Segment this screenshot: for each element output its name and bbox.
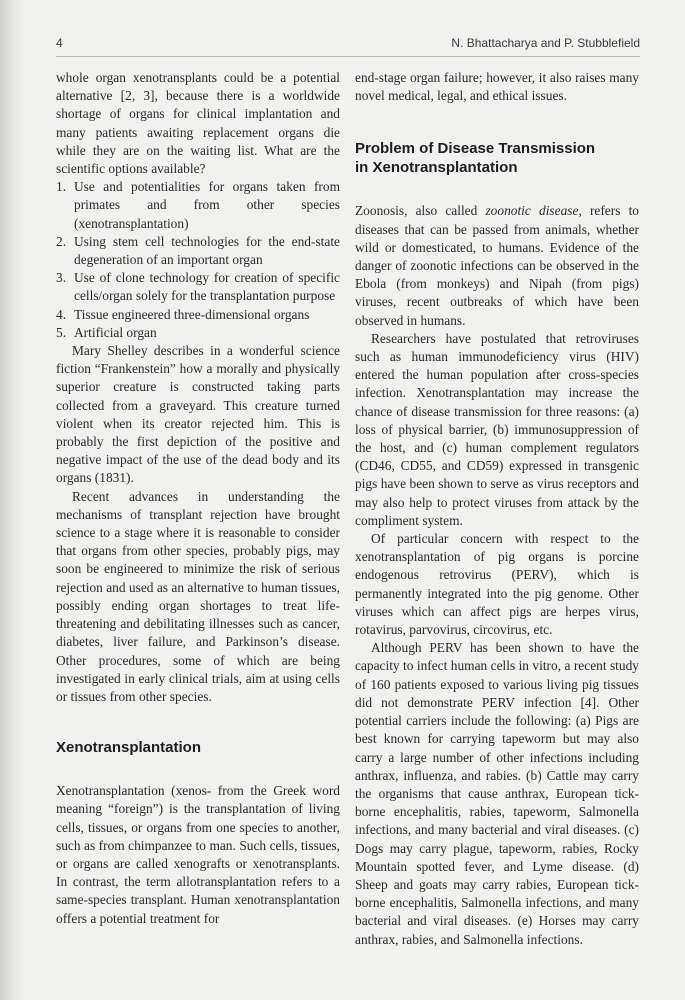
heading-line-2: in Xenotransplantation	[355, 159, 518, 177]
shelley-paragraph: Mary Shelley describes in a wonderful science fiction “Frankenstein” how a morally and physically superior creature is constructed taking parts collected from a graveyard. This creature turned violent when its creator rejected him. This is probably the first depiction of the positive and negative impact of the use of the dead body and its organs (1831).	[56, 343, 340, 486]
list-number: 1.	[56, 179, 67, 195]
advances-paragraph: Recent advances in understanding the mechanisms of transplant rejection have brought science to a stage where it is reasonable to consider that organs from other species, probably pigs, may soon be engineered to minimize the risk of serious rejection and used as an alternative to human tissues, possibly ending organ shortages to treat life-threatening and debilitating illnesses such as cancer, diabetes, liver failure, and Parkinson’s disease. Other procedures, some of which are being investigated in early clinical trials, aim at using cells or tissues from other species.	[56, 488, 340, 704]
intro-paragraph: whole organ xenotransplants could be a potential alternative [2, 3], because there is a worldwide shortage of organs for clinical implantation and many patients awaiting replacement organs die while they are on the waiting list. What are the scientific options available?	[56, 70, 340, 177]
list-number: 2.	[56, 233, 67, 249]
list-item	[56, 306, 340, 324]
options-list	[56, 178, 340, 342]
list-number: 3.	[56, 270, 67, 286]
continued-paragraph: end-stage organ failure; however, it also raises many novel medical, legal, and ethical issues.	[355, 70, 639, 104]
running-header	[56, 36, 640, 56]
section-heading-disease-transmission	[355, 139, 639, 177]
list-text: Use of clone technology for creation of specific cells/organ solely for the transplantation purpose	[74, 270, 340, 304]
list-text: Using stem cell technologies for the end-state degeneration of an important organ	[74, 233, 340, 268]
list-item	[56, 178, 340, 233]
list-item	[56, 324, 340, 342]
list-item	[56, 269, 340, 305]
spacer	[355, 177, 639, 202]
page-number: 4	[56, 36, 63, 50]
left-column	[56, 69, 340, 928]
section-heading-xenotransplantation: Xenotransplantation	[56, 739, 202, 757]
list-text: Use and potentialities for organs taken from primates and from other species (xenotransplantation)	[74, 179, 340, 231]
spacer	[56, 757, 340, 782]
list-number: 4.	[56, 306, 67, 322]
binding-shadow	[0, 0, 26, 1000]
zoonosis-term: zoonotic disease	[485, 203, 579, 219]
list-item	[56, 233, 340, 269]
list-number: 5.	[56, 324, 67, 340]
header-rule	[56, 56, 640, 57]
perv-paragraph: Of particular concern with respect to the xenotransplantation of pig organs is porcine endogenous retrovirus (PERV), which is permanently integrated into the pig genome. Other viruses which can affect pigs are herpes virus, rotavirus, parvovirus, circovirus, etc.	[355, 531, 639, 638]
spacer	[355, 105, 639, 139]
zoonosis-rest: , refers to diseases that can be passed from animals, whether wild or domesticated, to humans. Evidence of the danger of zoonotic infections can be observed in the Ebola (from monkeys) and Nipah (from pigs) viruses, recent outbreaks of which have been observed in humans.	[355, 203, 639, 328]
retrovirus-paragraph: Researchers have postulated that retroviruses such as human immunodeficiency virus (HIV) entered the human population after cross-species infection. Xenotransplantation may increase the chance of disease transmission for three reasons: (a) loss of physical barrier, (b) immunosuppression of the host, and (c) human complement regulators (CD46, CD55, and CD59) expressed in transgenic pigs have been shown to serve as virus receptors and may also help to protect viruses from attack by the compliment system.	[355, 330, 639, 528]
spacer	[56, 706, 340, 738]
running-head-authors: N. Bhattacharya and P. Stubblefield	[451, 36, 640, 50]
heading-line-1: Problem of Disease Transmission	[355, 140, 596, 158]
xeno-definition-paragraph: Xenotransplantation (xenos- from the Greek word meaning “foreign”) is the transplantation of living cells, tissues, or organs from one species to another, such as from chimpanzee to man. Such cells, tissues, or organs are called xenografts or xenotransplants. In contrast, the term allotransplantation refers to a same-species transplant. Human xenotransplantation offers a potential treatment for	[56, 783, 340, 926]
zoonosis-lead: Zoonosis, also called	[355, 203, 486, 219]
list-text: Tissue engineered three-dimensional organs	[74, 306, 310, 322]
right-column	[355, 69, 639, 949]
list-text: Artificial organ	[74, 324, 157, 340]
carriers-paragraph: Although PERV has been shown to have the capacity to infect human cells in vitro, a recent study of 160 patients exposed to various living pig tissues did not demonstrate PERV infection [4]. Other potential carriers include the following: (a) Pigs are best known for carrying tapeworm but may also carry a large number of other infections including anthrax, influenza, and rabies. (b) Cattle may carry the organisms that cause anthrax, European tick-borne encephalitis, rabies, tapeworm, Salmonella infections, and many bacterial and viral diseases. (c) Dogs may carry plague, tapeworm, rabies, Rocky Mountain spotted fever, and Lyme disease. (d) Sheep and goats may carry rabies, European tick-borne encephalitis, Salmonella infections, and many bacterial and viral diseases. (e) Horses may carry anthrax, rabies, and Salmonella infections.	[355, 640, 639, 947]
zoonosis-paragraph	[355, 202, 639, 329]
